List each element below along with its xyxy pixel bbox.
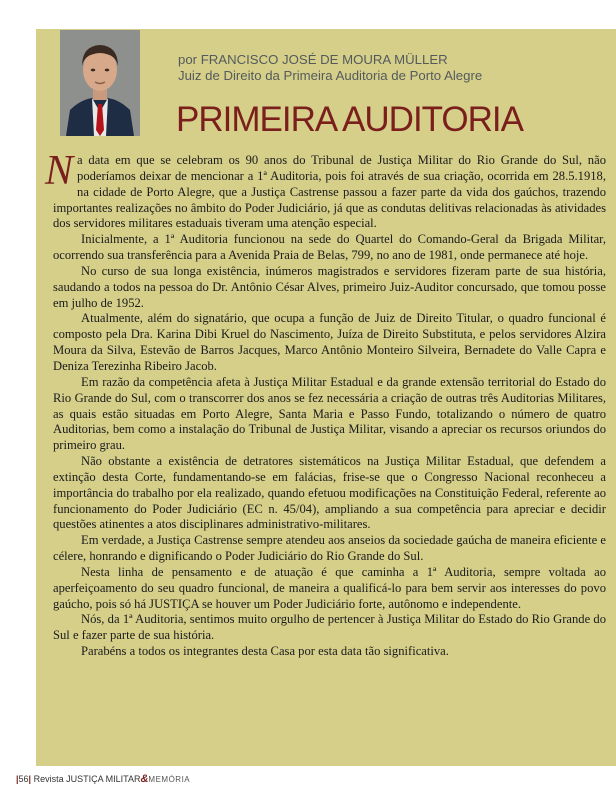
article-paragraph-10: Parabéns a todos os integrantes desta Casa por esta data tão significativa. bbox=[81, 644, 449, 659]
article-paragraph-2: Inicialmente, a 1ª Auditoria funcionou na sede do Quartel do Comando-Geral da Brigada Militar, ocorrendo sua transferência para a Avenida Praia de Belas, 799, no ano de 1981, onde permanece até hoje. bbox=[53, 232, 606, 263]
article-paragraph-3: No curso de sua longa existência, inúmeros magistrados e servidores fizeram parte de sua história, saudando a todos na pessoa do Dr. Antônio César Alves, primeiro Juiz-Auditor concursado, que tomou posse em julho de 1952. bbox=[53, 263, 606, 310]
article-paragraph-9: Nós, da 1ª Auditoria, sentimos muito orgulho de pertencer à Justiça Militar do Estado do Rio Grande do Sul e fazer parte de sua história. bbox=[53, 612, 606, 643]
drop-cap: N bbox=[45, 148, 74, 194]
article-paragraph-6: Não obstante a existência de detratores sistemáticos na Justiça Militar Estadual, que defendem a extinção desta Corte, fundamentando-se em falácias, frise-se que o Congresso Nacional reconheceu a importância do trabalho por ela realizado, quando efetuou modificações na Constituição Federal, referente ao funcionamento do Poder Judiciário (EC n. 45/04), ampliando a sua competência para apreciar e decidir questões atinentes a atos disciplinares administrativo-militares. bbox=[53, 454, 606, 532]
page-footer bbox=[16, 773, 190, 785]
magazine-ampersand: & bbox=[140, 773, 149, 785]
article-paragraph-7: Em verdade, a Justiça Castrense sempre atendeu aos anseios da sociedade gaúcha de maneira eficiente e célere, honrando e dignificando o Poder Judiciário do Rio Grande do Sul. bbox=[53, 533, 606, 564]
author-name: por FRANCISCO JOSÉ DE MOURA MÜLLER bbox=[178, 52, 448, 67]
author-role: Juiz de Direito da Primeira Auditoria de Porto Alegre bbox=[178, 68, 483, 83]
article-paragraph-1 bbox=[45, 148, 606, 232]
author-portrait-drawing bbox=[60, 30, 140, 136]
author-byline bbox=[178, 52, 482, 84]
article-body bbox=[45, 148, 606, 660]
paragraph-text: a data em que se celebram os 90 anos do Tribunal de Justiça Militar do Rio Grande do Sul, não poderíamos deixar de mencionar a 1ª Auditoria, pois foi através de sua criação, ocorrida em 28.5.1918, na cidade de Porto Alegre, que a Justiça Castrense passou a fazer parte da vida dos gaúchos, trazendo importantes realizações no âmbito do Poder Judiciário, já que as condutas delitivas relacionadas às atividades dos servidores militares estaduais tiveram uma atenção especial. bbox=[53, 153, 606, 231]
page-number: 56 bbox=[18, 774, 29, 784]
footer-divider: | bbox=[28, 774, 32, 784]
article-paragraph-4: Atualmente, além do signatário, que ocupa a função de Juiz de Direito Titular, o quadro funcional é composto pela Dra. Karina Dibi Kruel do Nascimento, Juíza de Direito Substituta, e pelos servidores Alzira Moura da Silva, Estevão de Barros Jacques, Marco Antônio Monteiro Silveira, Bernadete do Valle Capra e Deniza Terezinha Ribeiro Jacob. bbox=[53, 311, 606, 373]
magazine-memoria: MEMÓRIA bbox=[148, 775, 191, 784]
article-paragraph-8: Nesta linha de pensamento e de atuação é que caminha a 1ª Auditoria, sempre voltada ao aperfeiçoamento do seu quadro funcional, de maneira a qualificá-lo para bem servir aos interesses do povo gaúcho, pois só há JUSTIÇA se houver um Poder Judiciário forte, autônomo e independente. bbox=[53, 564, 606, 611]
magazine-name: Revista JUSTIÇA MILITAR bbox=[33, 774, 141, 784]
article-paragraph-5: Em razão da competência afeta à Justiça Militar Estadual e da grande extensão territorial do Estado do Rio Grande do Sul, com o transcorrer dos anos se fez necessária a criação de outras três Auditorias Militares, as quais estão situadas em Porto Alegre, Santa Maria e Passo Fundo, totalizando o número de quatro Auditorias, bem como a instalação do Tribunal de Justiça Militar, visando a apreciar os recursos oriundos do primeiro grau. bbox=[53, 374, 606, 453]
author-portrait bbox=[60, 30, 140, 136]
footer-divider: | bbox=[16, 774, 19, 784]
article-title: PRIMEIRA AUDITORIA bbox=[176, 100, 523, 139]
